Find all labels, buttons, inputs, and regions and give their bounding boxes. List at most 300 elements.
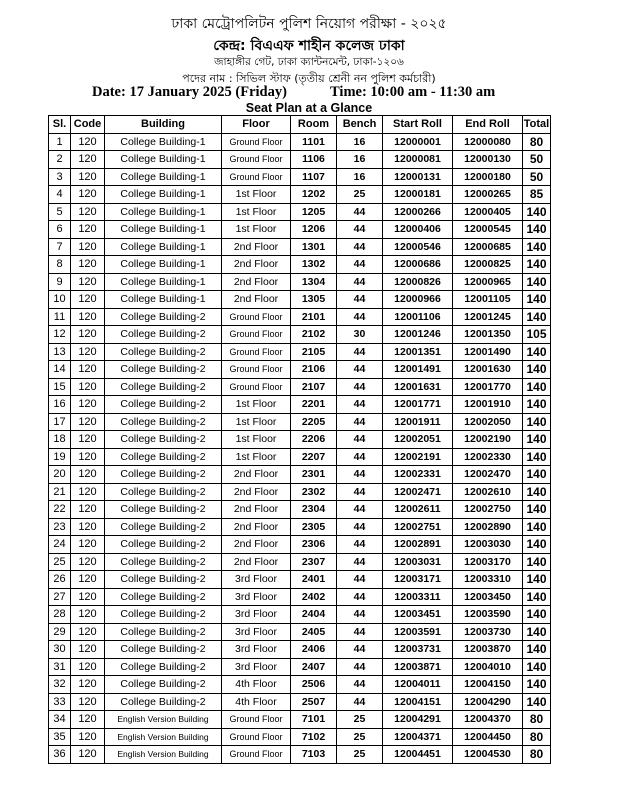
cell-floor: 2nd Floor [222,256,291,274]
table-row [49,693,551,711]
cell-building: College Building-2 [105,658,222,676]
table-row [49,343,551,361]
cell-code: 120 [71,746,105,764]
cell-room: 2406 [291,641,337,659]
cell-room: 2507 [291,693,337,711]
cell-room: 1107 [291,168,337,186]
cell-code: 120 [71,466,105,484]
cell-bench: 44 [337,483,383,501]
cell-sl: 28 [49,606,71,624]
cell-bench: 44 [337,536,383,554]
cell-start-roll: 12003591 [383,623,453,641]
cell-bench: 44 [337,501,383,519]
cell-end-roll: 12000545 [453,221,523,239]
cell-bench: 44 [337,518,383,536]
table-row [49,133,551,151]
col-header-total: Total [523,116,551,134]
cell-total: 140 [523,606,551,624]
cell-start-roll: 12003451 [383,606,453,624]
table-row [49,711,551,729]
cell-total: 80 [523,133,551,151]
table-row [49,448,551,466]
cell-sl: 14 [49,361,71,379]
cell-building: College Building-1 [105,151,222,169]
cell-sl: 30 [49,641,71,659]
cell-start-roll: 12001911 [383,413,453,431]
cell-bench: 44 [337,308,383,326]
cell-total: 140 [523,501,551,519]
cell-bench: 44 [337,588,383,606]
cell-end-roll: 12000965 [453,273,523,291]
cell-sl: 11 [49,308,71,326]
cell-total: 140 [523,641,551,659]
cell-floor: 2nd Floor [222,553,291,571]
cell-start-roll: 12004291 [383,711,453,729]
table-row [49,221,551,239]
cell-end-roll: 12003310 [453,571,523,589]
cell-sl: 4 [49,186,71,204]
cell-code: 120 [71,361,105,379]
cell-bench: 44 [337,221,383,239]
cell-sl: 18 [49,431,71,449]
cell-room: 2107 [291,378,337,396]
cell-bench: 44 [337,291,383,309]
cell-floor: 1st Floor [222,186,291,204]
cell-sl: 36 [49,746,71,764]
cell-start-roll: 12002191 [383,448,453,466]
cell-bench: 44 [337,378,383,396]
cell-code: 120 [71,238,105,256]
cell-sl: 13 [49,343,71,361]
cell-building: College Building-1 [105,186,222,204]
cell-end-roll: 12003730 [453,623,523,641]
cell-room: 2101 [291,308,337,326]
cell-building: College Building-2 [105,483,222,501]
cell-room: 2206 [291,431,337,449]
cell-start-roll: 12002611 [383,501,453,519]
date-time-line [0,84,618,102]
cell-start-roll: 12003171 [383,571,453,589]
table-row [49,256,551,274]
cell-sl: 27 [49,588,71,606]
table-row [49,308,551,326]
cell-floor: 1st Floor [222,396,291,414]
table-row [49,168,551,186]
cell-total: 140 [523,343,551,361]
cell-end-roll: 12003030 [453,536,523,554]
cell-code: 120 [71,396,105,414]
cell-sl: 9 [49,273,71,291]
cell-room: 2106 [291,361,337,379]
cell-start-roll: 12000131 [383,168,453,186]
cell-code: 120 [71,273,105,291]
cell-building: College Building-2 [105,413,222,431]
table-row [49,396,551,414]
cell-code: 120 [71,326,105,344]
table-row [49,273,551,291]
cell-total: 80 [523,728,551,746]
cell-end-roll: 12001910 [453,396,523,414]
cell-sl: 8 [49,256,71,274]
cell-total: 140 [523,361,551,379]
cell-floor: 3rd Floor [222,658,291,676]
cell-room: 1305 [291,291,337,309]
cell-code: 120 [71,711,105,729]
cell-code: 120 [71,186,105,204]
cell-end-roll: 12002050 [453,413,523,431]
cell-sl: 7 [49,238,71,256]
cell-room: 2305 [291,518,337,536]
cell-start-roll: 12000546 [383,238,453,256]
cell-sl: 5 [49,203,71,221]
cell-total: 140 [523,256,551,274]
cell-start-roll: 12000406 [383,221,453,239]
cell-total: 140 [523,308,551,326]
cell-code: 120 [71,571,105,589]
cell-start-roll: 12000686 [383,256,453,274]
cell-floor: 2nd Floor [222,466,291,484]
cell-start-roll: 12000081 [383,151,453,169]
cell-bench: 25 [337,746,383,764]
cell-room: 1205 [291,203,337,221]
cell-end-roll: 12000265 [453,186,523,204]
cell-total: 50 [523,151,551,169]
cell-total: 140 [523,676,551,694]
cell-start-roll: 12004011 [383,676,453,694]
cell-room: 1302 [291,256,337,274]
cell-end-roll: 12000685 [453,238,523,256]
table-row [49,606,551,624]
cell-building: College Building-2 [105,606,222,624]
cell-code: 120 [71,536,105,554]
cell-code: 120 [71,378,105,396]
cell-room: 2404 [291,606,337,624]
cell-room: 1106 [291,151,337,169]
cell-end-roll: 12000825 [453,256,523,274]
cell-bench: 44 [337,623,383,641]
cell-floor: Ground Floor [222,711,291,729]
cell-bench: 44 [337,273,383,291]
seat-plan-table [48,115,551,764]
cell-bench: 44 [337,466,383,484]
cell-sl: 20 [49,466,71,484]
cell-bench: 25 [337,728,383,746]
cell-floor: Ground Floor [222,168,291,186]
cell-end-roll: 12003450 [453,588,523,606]
cell-floor: Ground Floor [222,133,291,151]
cell-code: 120 [71,676,105,694]
cell-end-roll: 12004010 [453,658,523,676]
cell-room: 2307 [291,553,337,571]
cell-floor: 2nd Floor [222,291,291,309]
cell-start-roll: 12001106 [383,308,453,326]
col-header-sl: Sl. [49,116,71,134]
table-row [49,203,551,221]
cell-total: 80 [523,746,551,764]
cell-room: 7102 [291,728,337,746]
cell-floor: 3rd Floor [222,571,291,589]
cell-floor: 3rd Floor [222,623,291,641]
cell-start-roll: 12001491 [383,361,453,379]
cell-floor: 1st Floor [222,203,291,221]
cell-floor: 3rd Floor [222,641,291,659]
cell-building: College Building-2 [105,343,222,361]
table-row [49,238,551,256]
cell-building: College Building-1 [105,133,222,151]
table-row [49,588,551,606]
cell-end-roll: 12000180 [453,168,523,186]
cell-building: College Building-1 [105,256,222,274]
cell-end-roll: 12001630 [453,361,523,379]
cell-building: English Version Building [105,711,222,729]
cell-start-roll: 12002891 [383,536,453,554]
exam-date: Date: 17 January 2025 (Friday) [92,84,287,100]
cell-code: 120 [71,203,105,221]
cell-bench: 16 [337,133,383,151]
cell-room: 2401 [291,571,337,589]
cell-end-roll: 12004370 [453,711,523,729]
cell-total: 140 [523,396,551,414]
table-row [49,151,551,169]
cell-floor: 3rd Floor [222,588,291,606]
cell-sl: 23 [49,518,71,536]
cell-start-roll: 12002471 [383,483,453,501]
cell-start-roll: 12000181 [383,186,453,204]
cell-end-roll: 12001245 [453,308,523,326]
cell-building: College Building-2 [105,571,222,589]
cell-room: 1202 [291,186,337,204]
cell-code: 120 [71,151,105,169]
cell-bench: 44 [337,641,383,659]
cell-bench: 44 [337,361,383,379]
cell-code: 120 [71,343,105,361]
cell-end-roll: 12002470 [453,466,523,484]
cell-start-roll: 12001246 [383,326,453,344]
exam-title: ঢাকা মেট্রোপলিটন পুলিশ নিয়োগ পরীক্ষা - ২০২৫ [171,16,447,32]
cell-bench: 30 [337,326,383,344]
cell-start-roll: 12001351 [383,343,453,361]
cell-floor: Ground Floor [222,343,291,361]
cell-code: 120 [71,448,105,466]
cell-building: College Building-2 [105,466,222,484]
cell-room: 2207 [291,448,337,466]
cell-end-roll: 12001105 [453,291,523,309]
cell-bench: 44 [337,553,383,571]
cell-building: College Building-1 [105,221,222,239]
cell-code: 120 [71,291,105,309]
cell-start-roll: 12000966 [383,291,453,309]
cell-code: 120 [71,431,105,449]
cell-bench: 44 [337,238,383,256]
cell-building: College Building-2 [105,553,222,571]
cell-end-roll: 12003870 [453,641,523,659]
cell-bench: 44 [337,203,383,221]
cell-room: 1101 [291,133,337,151]
cell-floor: Ground Floor [222,746,291,764]
cell-code: 120 [71,518,105,536]
cell-total: 140 [523,553,551,571]
cell-start-roll: 12004151 [383,693,453,711]
cell-code: 120 [71,308,105,326]
cell-end-roll: 12004290 [453,693,523,711]
cell-floor: 1st Floor [222,448,291,466]
post-name: পদের নাম : সিভিল স্টাফ (তৃতীয় শ্রেনী নন পুলিশ কর্মচারী) [182,72,436,85]
cell-building: College Building-2 [105,448,222,466]
col-header-start-roll: Start Roll [383,116,453,134]
cell-start-roll: 12000826 [383,273,453,291]
cell-sl: 6 [49,221,71,239]
cell-room: 2506 [291,676,337,694]
cell-floor: Ground Floor [222,308,291,326]
cell-code: 120 [71,588,105,606]
table-row [49,466,551,484]
cell-sl: 1 [49,133,71,151]
cell-floor: 2nd Floor [222,536,291,554]
cell-floor: 4th Floor [222,676,291,694]
cell-start-roll: 12000001 [383,133,453,151]
cell-bench: 16 [337,168,383,186]
cell-end-roll: 12002750 [453,501,523,519]
cell-start-roll: 12002331 [383,466,453,484]
cell-building: College Building-2 [105,431,222,449]
table-row [49,641,551,659]
cell-room: 2402 [291,588,337,606]
cell-end-roll: 12004450 [453,728,523,746]
cell-floor: 2nd Floor [222,238,291,256]
cell-building: English Version Building [105,746,222,764]
cell-room: 2302 [291,483,337,501]
cell-sl: 2 [49,151,71,169]
cell-building: College Building-2 [105,588,222,606]
cell-building: College Building-2 [105,396,222,414]
cell-end-roll: 12004150 [453,676,523,694]
cell-building: College Building-2 [105,326,222,344]
cell-total: 140 [523,203,551,221]
cell-bench: 25 [337,711,383,729]
cell-code: 120 [71,256,105,274]
cell-building: College Building-2 [105,641,222,659]
cell-floor: 1st Floor [222,413,291,431]
cell-total: 140 [523,466,551,484]
table-row [49,553,551,571]
cell-bench: 16 [337,151,383,169]
cell-building: College Building-1 [105,273,222,291]
cell-total: 140 [523,623,551,641]
cell-room: 2205 [291,413,337,431]
cell-start-roll: 12004451 [383,746,453,764]
cell-code: 120 [71,553,105,571]
cell-code: 120 [71,641,105,659]
cell-sl: 22 [49,501,71,519]
cell-code: 120 [71,693,105,711]
cell-end-roll: 12000130 [453,151,523,169]
cell-total: 140 [523,571,551,589]
cell-total: 140 [523,536,551,554]
table-row [49,378,551,396]
cell-sl: 3 [49,168,71,186]
table-row [49,291,551,309]
cell-room: 1206 [291,221,337,239]
table-row [49,623,551,641]
cell-room: 2304 [291,501,337,519]
cell-end-roll: 12001490 [453,343,523,361]
col-header-building: Building [105,116,222,134]
cell-sl: 29 [49,623,71,641]
cell-end-roll: 12004530 [453,746,523,764]
cell-bench: 44 [337,571,383,589]
cell-sl: 25 [49,553,71,571]
col-header-room: Room [291,116,337,134]
cell-total: 80 [523,711,551,729]
cell-floor: 2nd Floor [222,518,291,536]
cell-floor: Ground Floor [222,326,291,344]
cell-sl: 16 [49,396,71,414]
cell-building: College Building-2 [105,518,222,536]
cell-sl: 26 [49,571,71,589]
table-row [49,186,551,204]
cell-code: 120 [71,501,105,519]
cell-total: 140 [523,291,551,309]
cell-floor: Ground Floor [222,361,291,379]
cell-start-roll: 12004371 [383,728,453,746]
cell-total: 140 [523,658,551,676]
cell-start-roll: 12003311 [383,588,453,606]
cell-building: College Building-2 [105,308,222,326]
cell-start-roll: 12000266 [383,203,453,221]
cell-sl: 35 [49,728,71,746]
cell-room: 7103 [291,746,337,764]
cell-bench: 44 [337,606,383,624]
table-row [49,518,551,536]
center-address: জাহাঙ্গীর গেট, ঢাকা ক্যান্টনমেন্ট, ঢাকা-১২০৬ [214,56,404,68]
cell-total: 140 [523,431,551,449]
table-row [49,483,551,501]
cell-bench: 44 [337,343,383,361]
cell-room: 2306 [291,536,337,554]
cell-building: College Building-2 [105,676,222,694]
cell-room: 1301 [291,238,337,256]
cell-code: 120 [71,728,105,746]
table-row [49,326,551,344]
table-row [49,658,551,676]
cell-bench: 44 [337,448,383,466]
cell-building: College Building-1 [105,291,222,309]
cell-code: 120 [71,168,105,186]
cell-room: 2301 [291,466,337,484]
exam-time: Time: 10:00 am - 11:30 am [330,84,496,100]
cell-end-roll: 12001770 [453,378,523,396]
cell-sl: 24 [49,536,71,554]
cell-code: 120 [71,658,105,676]
cell-code: 120 [71,413,105,431]
table-row [49,361,551,379]
cell-total: 140 [523,588,551,606]
cell-building: College Building-1 [105,168,222,186]
cell-total: 140 [523,273,551,291]
cell-sl: 32 [49,676,71,694]
cell-floor: 4th Floor [222,693,291,711]
cell-total: 140 [523,693,551,711]
cell-code: 120 [71,623,105,641]
table-row [49,571,551,589]
cell-bench: 44 [337,396,383,414]
cell-end-roll: 12000080 [453,133,523,151]
cell-bench: 25 [337,186,383,204]
cell-building: College Building-1 [105,203,222,221]
cell-bench: 44 [337,256,383,274]
cell-floor: 2nd Floor [222,273,291,291]
cell-start-roll: 12001771 [383,396,453,414]
